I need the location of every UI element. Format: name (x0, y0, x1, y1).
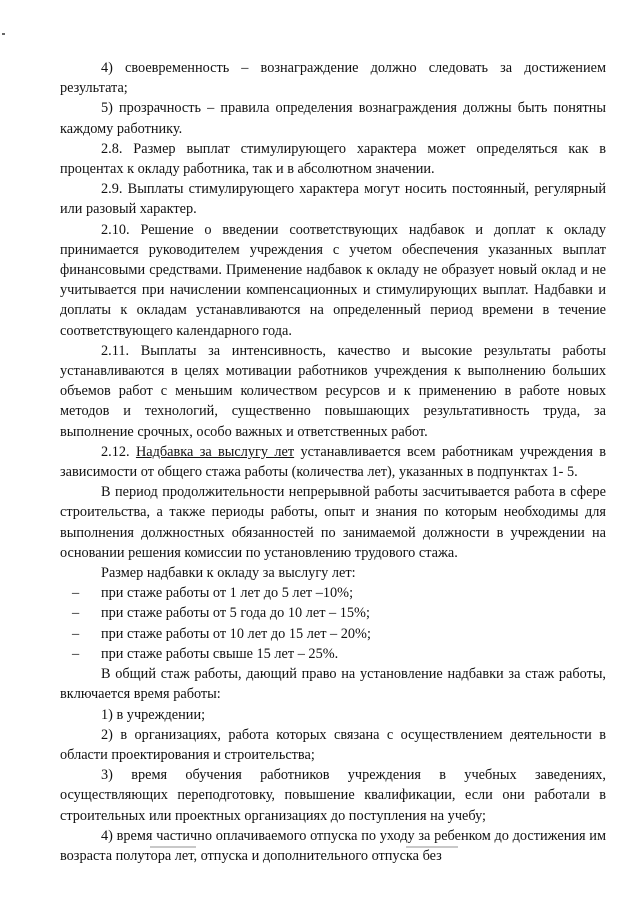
paragraph-2-9: 2.9. Выплаты стимулирующего характера могут носить постоянный, регулярный или разовый характер. (60, 181, 606, 218)
paragraph-item-3: 3) время обучения работников учреждения в учебных заведениях, осуществляющих переподготовку, повышение квалификации, если они работали в строительных или проектных организациях до поступления на учебу; (60, 767, 606, 824)
paragraph-timeliness: 4) своевременность – вознаграждение должно следовать за достижением результата; (60, 60, 606, 97)
seniority-bonus-heading: Надбавка за выслугу лет (135, 443, 295, 460)
allowance-item-text: при стаже работы свыше 15 лет – 25%. (101, 645, 339, 662)
paragraph-item-4: 4) время частично оплачиваемого отпуска по уходу за ребенком до достижения им возраста полутора лет, отпуска и дополнительного отпуска без (60, 827, 606, 864)
paragraph-total-experience: В общий стаж работы, дающий право на установление надбавки за стаж работы, включается время работы: (60, 666, 606, 703)
cut-off-text-trace (406, 846, 458, 848)
allowance-item-text: при стаже работы от 10 лет до 15 лет – 20%; (101, 625, 371, 642)
allowance-item-text: при стаже работы от 5 года до 10 лет – 15%; (101, 605, 370, 622)
allowance-item-text: при стаже работы от 1 лет до 5 лет –10%; (101, 585, 354, 602)
paragraph-2-12-number: 2.12. (101, 443, 130, 460)
allowance-item (60, 583, 606, 603)
dash-marker: – (72, 585, 80, 602)
paragraph-2-10: 2.10. Решение о введении соответствующих надбавок и доплат к окладу принимается руководителем учреждения с учетом обеспечения указанных выплат финансовыми средствами. Применение надбавок к окладу не образует новый оклад и не учитывается при начислении компенсационных и стимулирующих выплат. Надбавки и доплаты к окладам устанавливаются на определенный период времени в течение соответствующего календарного года. (60, 221, 606, 339)
allowance-item (60, 603, 606, 623)
paragraph-item-1: 1) в учреждении; (101, 706, 206, 723)
paragraph-2-11: 2.11. Выплаты за интенсивность, качество и высокие результаты работы устанавливаются в целях мотивации работников учреждения к выполнению больших объемов работ с меньшим количеством ресурсов и к применению в работе новых методов и технологий, существенно повышающих результативность труда, за выполнение срочных, особо важных и ответственных работ. (60, 342, 606, 440)
paragraph-2-12 (60, 442, 606, 482)
paragraph-item-2: 2) в организациях, работа которых связана с осуществлением деятельности в области проектирования и строительства; (60, 726, 606, 763)
paragraph-continuous-period: В период продолжительности непрерывной работы засчитывается работа в сфере строительства, а также периоды работы, опыт и знания по которым необходимы для выполнения должностных обязанностей по занимаемой должности в учреждении на основании решения комиссии по установлению трудового стажа. (60, 484, 606, 561)
scan-mark (2, 33, 5, 35)
dash-marker: – (72, 645, 80, 662)
document-page (60, 58, 606, 866)
paragraph-2-12-text: устанавливается всем работникам учреждения в зависимости от общего стажа работы (количества лет), указанных в подпунктах 1- 5. (60, 443, 606, 481)
paragraph-2-8: 2.8. Размер выплат стимулирующего характера может определяться как в процентах к окладу работника, так и в абсолютном значении. (60, 140, 606, 178)
cut-off-text-trace (150, 846, 196, 848)
allowance-item (60, 644, 606, 664)
paragraph-transparency: 5) прозрачность – правила определения вознаграждения должны быть понятны каждому работнику. (60, 100, 606, 137)
dash-marker: – (72, 605, 80, 622)
allowance-size-title: Размер надбавки к окладу за выслугу лет: (101, 565, 356, 582)
allowance-item (60, 624, 606, 644)
dash-marker: – (72, 625, 80, 642)
